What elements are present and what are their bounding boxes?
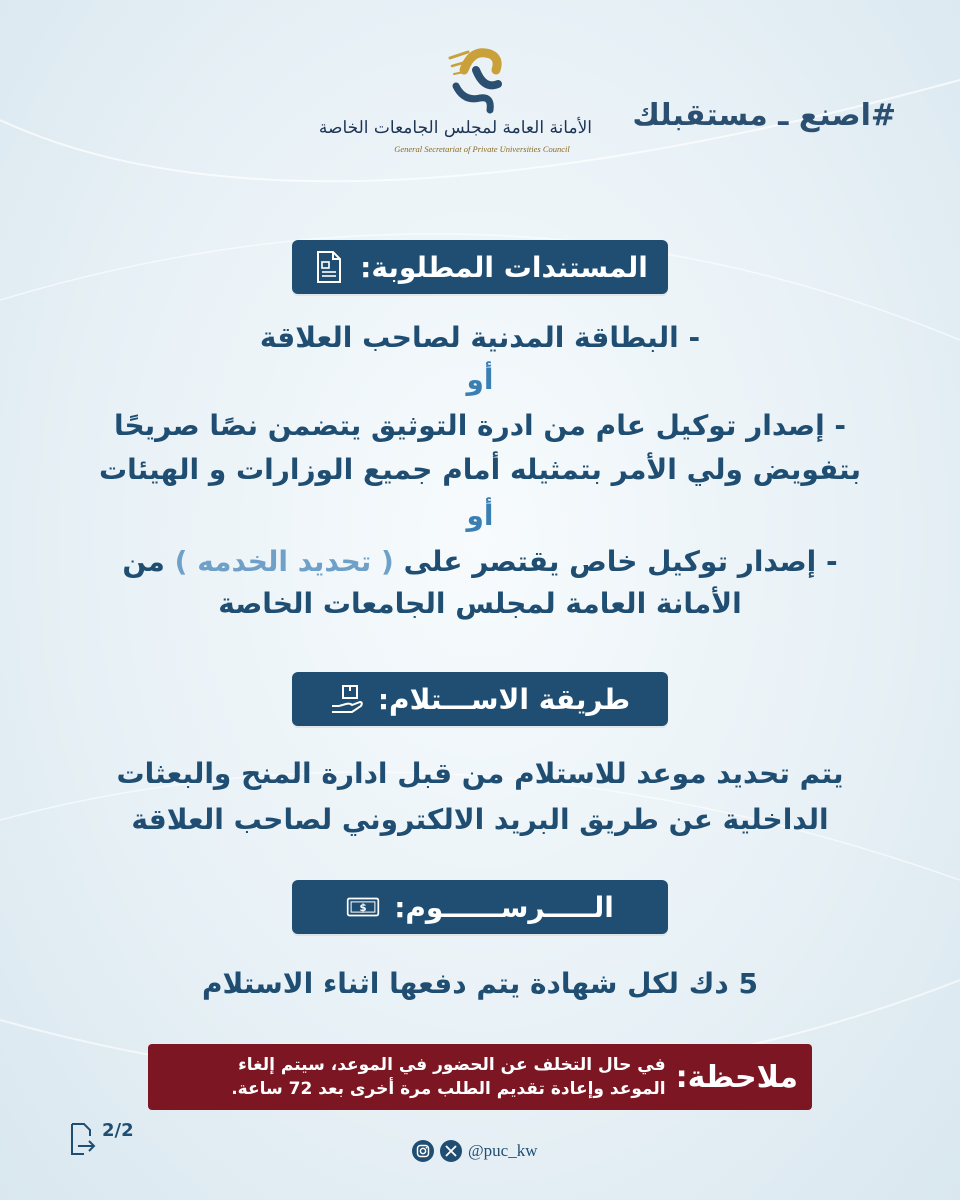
special-poa-suffix: من (122, 545, 165, 578)
documents-header (292, 240, 668, 294)
svg-text:$: $ (359, 903, 367, 915)
receipt-method-line2: الداخلية عن طريق البريد الالكتروني لصاحب العلاقة (131, 803, 829, 836)
page-number: 2/2 (102, 1119, 134, 1141)
documents-title: المستندات المطلوبة: (360, 250, 648, 284)
hashtag-text: #اصنع ـ مستقبلك (632, 98, 896, 133)
or-separator-1: أو (466, 363, 494, 396)
document-item-special-poa-line1 (80, 540, 880, 584)
money-icon (346, 890, 380, 924)
social-handle[interactable]: @puc_kw (468, 1141, 538, 1160)
instagram-icon[interactable] (412, 1140, 434, 1162)
social-handles (412, 1140, 537, 1162)
logo-mark-icon (372, 40, 592, 120)
document-item-general-poa-line2: بتفويض ولي الأمر بتمثيله أمام جميع الوزارات و الهيئات (98, 453, 861, 486)
page-indicator (68, 1119, 134, 1156)
receipt-method-title: طريقة الاســـتلام: (377, 682, 631, 716)
note-box (148, 1044, 812, 1110)
puc-logo (318, 40, 592, 160)
logo-arabic-text: الأمانة العامة لمجلس الجامعات الخاصة (318, 118, 592, 138)
document-icon (312, 250, 346, 284)
special-poa-prefix: - إصدار توكيل خاص يقتصر على (403, 545, 838, 578)
logo-english-text: General Secretariat of Private Universities Council (394, 144, 570, 154)
document-item-general-poa-line1: - إصدار توكيل عام من ادرة التوثيق يتضمن نصًا صريحًا (113, 409, 847, 442)
document-item-civil-id: - البطاقة المدنية لصاحب العلاقة (259, 321, 701, 354)
fees-title: الـــــرســــــوم: (394, 890, 614, 924)
x-twitter-icon[interactable] (440, 1140, 462, 1162)
note-label: ملاحظة: (675, 1059, 798, 1095)
document-item-special-poa-line2: الأمانة العامة لمجلس الجامعات الخاصة (218, 587, 742, 620)
note-line2: الموعد وإعادة تقديم الطلب مرة أخرى بعد 72 ساعة. (231, 1079, 666, 1099)
receipt-method-line1: يتم تحديد موعد للاستلام من قبل ادارة المنح والبعثات (116, 757, 844, 790)
receipt-method-header (292, 672, 668, 726)
note-text-block (231, 1053, 665, 1101)
note-line1: في حال التخلف عن الحضور في الموعد، سيتم إلغاء (238, 1055, 666, 1075)
fees-header (292, 880, 668, 934)
page-export-icon (68, 1122, 96, 1156)
or-separator-2: أو (466, 499, 494, 532)
hand-box-icon (330, 682, 364, 716)
fees-amount-text: 5 دك لكل شهادة يتم دفعها اثناء الاستلام (202, 967, 758, 1000)
special-poa-highlight: ( تحديد الخدمه ) (174, 545, 394, 578)
